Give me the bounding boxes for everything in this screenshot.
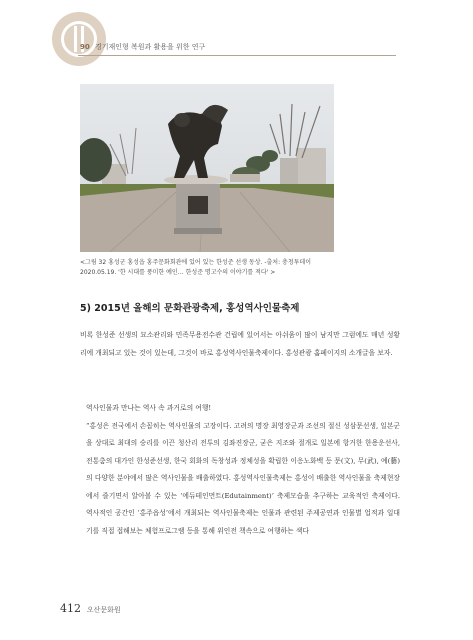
footer-publication: 오산문화원 bbox=[86, 606, 121, 614]
header-page-number: 90 bbox=[80, 43, 90, 51]
header-rule bbox=[78, 55, 396, 56]
footer-page-number: 412 bbox=[60, 602, 81, 615]
publisher-emblem-icon bbox=[52, 12, 106, 66]
quote-title: 역사인물과 만나는 역사 속 과거로의 여행! bbox=[86, 404, 212, 412]
body-paragraph: 비록 한성준 선생의 묘소관리와 민족무용전수관 건립에 있어서는 아쉬움이 많이 남지만 그럼에도 매년 성황리에 개최되고 있는 것이 있는데, 그것이 바로 홍성역사인물축제이다. 홍성관광 홈페이지의 소개글을 보자. bbox=[80, 331, 400, 357]
quote-block bbox=[86, 400, 400, 540]
figure-caption: <그림 32 홍성군 홍성읍 홍주문화회관에 있어 있는 한성준 선생 동상. -출처: 충청투데이 2020.05.19. '한 시대를 풍미한 예인… 한성준 명고수의 이야기를 적다' > bbox=[80, 259, 312, 276]
section-heading: 5) 2015년 올해의 문화관광축제, 홍성역사인물축제 bbox=[80, 303, 300, 314]
running-header bbox=[80, 42, 205, 52]
header-running-title: 경기재인형 복원과 활용을 위한 연구 bbox=[94, 43, 206, 51]
statue-photo bbox=[80, 84, 334, 252]
quote-body: “홍성은 전국에서 손꼽히는 역사인물의 고장이다. 고려의 명장 최영장군과 조선의 절신 성삼문선생, 일본군을 상대로 최대의 승리를 이끈 청산리 전투의 김좌진장군, 굳은 지조와 절개로 일본에 항거한 한용운선사, 전통춤의 대가인 한성준선생, 한국 회화의 독창성과 정체성을 확립한 이응노화백 등 문(文), 무(武), 예(藝)의 다양한 분야에서 많은 역사인물을 배출하였다. 홍성역사인물축제는 홍성이 배출한 역사인물을 축제현장에서 즐기면서 알아볼 수 있는 ‘에듀테인먼트(Edutainment)’ 축제모습을 추구하는 교육적인 축제이다. 역사적인 공간인 ‘홍주읍성’에서 개최되는 역사인물축제는 인물과 관련된 주제공연과 인물별 업적과 일대기를 직접 접해보는 체험프로그램 등을 통해 위인전 책속으로 여행하는 색다 bbox=[86, 421, 400, 535]
page-footer bbox=[60, 602, 121, 615]
